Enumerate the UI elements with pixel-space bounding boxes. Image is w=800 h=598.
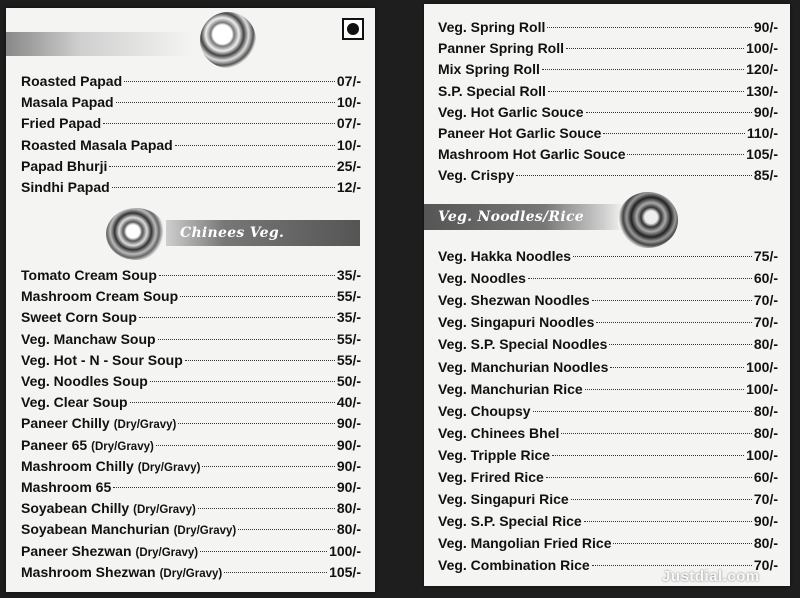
menu-item-row [438, 490, 778, 508]
menu-item-price: 55/- [336, 288, 361, 305]
menu-item-row [438, 468, 778, 486]
menu-item-price: 60/- [753, 270, 778, 287]
menu-item-row [438, 534, 778, 552]
menu-item-price: 70/- [753, 491, 778, 508]
menu-item-row [438, 103, 778, 121]
left-menu-page [6, 8, 375, 592]
menu-item-name: Veg. Singapuri Noodles [438, 314, 595, 331]
dot-leader [613, 543, 751, 544]
menu-item-row [21, 330, 361, 348]
menu-item-row [21, 563, 361, 583]
menu-item-price: 55/- [336, 330, 361, 347]
menu-item-name: Veg. Clear Soup [21, 394, 128, 411]
dot-leader [584, 521, 752, 522]
menu-item-price: 80/- [336, 500, 361, 517]
menu-item-name: Roasted Masala Papad [21, 136, 173, 153]
menu-item-name: Paneer 65 [21, 436, 88, 453]
menu-item-price: 100/- [746, 358, 778, 375]
menu-item-price: 80/- [753, 402, 778, 419]
menu-item-row [21, 178, 361, 196]
menu-item-row [21, 457, 361, 477]
menu-item-note: (Dry/Gravy) [173, 525, 237, 538]
menu-item-row [21, 478, 361, 496]
decorative-food-icon [106, 208, 166, 260]
menu-item-price: 35/- [336, 267, 361, 283]
menu-item-price: 35/- [336, 309, 361, 326]
menu-item-name: Veg. Tripple Rice [438, 446, 551, 463]
menu-item-row [21, 520, 361, 540]
menu-item-price: 10/- [336, 136, 361, 153]
menu-item-row [21, 499, 361, 519]
menu-item-row [438, 512, 778, 530]
dot-leader [159, 275, 335, 276]
menu-item-price: 07/- [336, 73, 361, 89]
menu-item-name: Veg. Hot - N - Sour Soup [21, 351, 183, 368]
menu-item-name: Veg. Shezwan Noodles [438, 292, 590, 309]
dot-leader [586, 112, 752, 113]
dot-leader [158, 339, 335, 340]
menu-item-name: Veg. Manchaw Soup [21, 330, 156, 347]
menu-item-name: Fried Papad [21, 115, 102, 132]
menu-item-name: Veg. S.P. Special Rice [438, 513, 582, 530]
menu-item-row [438, 124, 778, 142]
dot-leader [609, 344, 752, 345]
dot-leader [552, 455, 744, 456]
dot-leader [516, 175, 752, 176]
menu-item-price: 75/- [753, 248, 778, 264]
menu-item-name: Mashroom 65 [21, 479, 112, 495]
menu-item-price: 50/- [336, 373, 361, 389]
menu-item-row [438, 446, 778, 464]
dot-leader [156, 445, 335, 446]
dot-leader [561, 433, 752, 434]
dot-leader [596, 322, 752, 323]
menu-item-row [21, 414, 361, 434]
menu-item-name: Paneer Hot Garlic Souce [438, 125, 602, 141]
menu-item-price: 70/- [753, 557, 778, 574]
menu-item-price: 70/- [753, 314, 778, 331]
menu-item-name: Soyabean Chilly [21, 500, 130, 517]
menu-item-row [438, 335, 778, 353]
menu-item-price: 90/- [753, 19, 778, 35]
menu-item-price: 105/- [329, 563, 361, 580]
dot-leader [224, 572, 327, 573]
menu-item-row [438, 402, 778, 420]
menu-item-name: Veg. Mangolian Fried Rice [438, 535, 612, 552]
dot-leader [528, 278, 752, 279]
menu-item-row [438, 166, 778, 184]
menu-item-name: Veg. Hakka Noodles [438, 248, 572, 264]
menu-item-name: Veg. Combination Rice [438, 557, 590, 574]
dot-leader [585, 389, 744, 390]
menu-item-row [21, 157, 361, 175]
menu-item-row [21, 542, 361, 562]
menu-item-price: 90/- [336, 415, 361, 432]
menu-item-name: Mashroom Hot Garlic Souce [438, 146, 626, 163]
papad-header-banner [6, 32, 191, 56]
menu-item-row [21, 72, 361, 90]
menu-item-row [438, 424, 778, 442]
dot-leader [592, 300, 752, 301]
menu-item-name: Veg. Noodles Soup [21, 373, 148, 389]
menu-item-price: 90/- [336, 479, 361, 495]
dot-leader [603, 133, 744, 134]
menu-item-row [438, 247, 778, 265]
dot-leader [103, 123, 335, 124]
menu-item-row [21, 372, 361, 390]
dot-leader [546, 477, 752, 478]
menu-item-price: 100/- [746, 40, 778, 57]
menu-item-price: 100/- [329, 542, 361, 559]
menu-item-price: 130/- [746, 82, 778, 99]
menu-item-row [438, 291, 778, 309]
noodles-section-heading: Veg. Noodles/Rice [424, 204, 624, 230]
menu-item-row [21, 351, 361, 369]
menu-item-price: 70/- [753, 292, 778, 309]
menu-item-row [438, 82, 778, 100]
menu-item-row [21, 287, 361, 305]
dot-leader [547, 27, 752, 28]
menu-item-name: Masala Papad [21, 94, 114, 111]
dot-leader [130, 402, 335, 403]
dot-leader [124, 81, 335, 82]
menu-item-row [438, 313, 778, 331]
menu-item-row [21, 136, 361, 154]
watermark: Justdial.com [662, 568, 760, 585]
dot-leader [178, 423, 335, 424]
right-menu-page [424, 4, 790, 586]
menu-item-price: 90/- [336, 457, 361, 474]
dot-leader [198, 508, 335, 509]
menu-item-price: 80/- [336, 521, 361, 538]
menu-item-price: 110/- [746, 125, 778, 141]
chinese-section-heading: Chinees Veg. [166, 220, 360, 246]
dot-leader [573, 256, 752, 257]
dot-leader [610, 367, 744, 368]
menu-item-name: Paneer Shezwan [21, 542, 132, 559]
menu-item-name: Soyabean Manchurian [21, 521, 170, 538]
menu-item-name: Tomato Cream Soup [21, 267, 157, 283]
menu-item-price: 80/- [753, 424, 778, 441]
menu-item-name: Veg. Crispy [438, 167, 515, 184]
menu-item-note: (Dry/Gravy) [135, 546, 199, 559]
menu-item-name: Veg. Hot Garlic Souce [438, 103, 584, 120]
menu-item-name: Roasted Papad [21, 73, 123, 89]
menu-item-price: 10/- [336, 94, 361, 111]
dot-leader [202, 466, 334, 467]
menu-item-price: 80/- [753, 336, 778, 353]
menu-item-note: (Dry/Gravy) [137, 461, 201, 474]
dot-leader [238, 529, 335, 530]
dot-leader [113, 487, 335, 488]
menu-item-price: 07/- [336, 115, 361, 132]
menu-item-name: Veg. Frired Rice [438, 469, 544, 485]
dot-leader [139, 317, 335, 318]
dot-leader [627, 154, 744, 155]
dot-leader [112, 187, 335, 188]
menu-item-note: (Dry/Gravy) [133, 504, 196, 517]
dot-leader [533, 411, 752, 412]
dot-leader [592, 565, 752, 566]
menu-item-price: 90/- [336, 436, 361, 453]
menu-item-price: 100/- [746, 380, 778, 397]
menu-item-price: 40/- [336, 394, 361, 411]
dot-leader [175, 145, 335, 146]
dot-leader [109, 166, 335, 167]
menu-item-row [438, 145, 778, 163]
dot-leader [548, 91, 744, 92]
veg-symbol-icon [342, 18, 364, 40]
menu-item-row [438, 39, 778, 57]
decorative-food-icon [618, 192, 678, 248]
menu-item-row [21, 93, 361, 111]
menu-item-row [438, 18, 778, 36]
menu-item-name: Veg. Manchurian Rice [438, 380, 583, 397]
menu-item-row [21, 436, 361, 456]
dot-leader [566, 48, 744, 49]
menu-item-price: 25/- [336, 157, 361, 174]
menu-item-name: Veg. S.P. Special Noodles [438, 336, 608, 353]
menu-item-row [438, 358, 778, 376]
menu-item-name: Panner Spring Roll [438, 40, 565, 57]
menu-item-note: (Dry/Gravy) [113, 419, 177, 432]
menu-item-name: Veg. Chinees Bhel [438, 424, 560, 441]
menu-item-row [21, 114, 361, 132]
menu-item-name: Veg. Singapuri Rice [438, 491, 569, 508]
dot-leader [116, 102, 335, 103]
menu-item-price: 80/- [753, 535, 778, 552]
menu-item-name: Mix Spring Roll [438, 61, 540, 78]
dot-leader [150, 381, 335, 382]
dot-leader [571, 499, 752, 500]
menu-item-row [438, 60, 778, 78]
menu-item-price: 105/- [746, 146, 778, 163]
decorative-food-icon [200, 12, 256, 68]
menu-item-price: 60/- [753, 469, 778, 485]
menu-item-note: (Dry/Gravy) [159, 567, 223, 580]
menu-item-name: Mashroom Shezwan [21, 563, 156, 580]
menu-item-name: S.P. Special Roll [438, 82, 546, 99]
menu-item-price: 90/- [753, 513, 778, 530]
menu-item-price: 120/- [746, 61, 778, 78]
dot-leader [180, 296, 335, 297]
menu-item-name: Mashroom Chilly [21, 457, 134, 474]
menu-item-name: Veg. Manchurian Noodles [438, 358, 609, 375]
menu-item-name: Veg. Choupsy [438, 402, 531, 419]
menu-item-row [21, 266, 361, 284]
menu-item-note: (Dry/Gravy) [91, 440, 154, 453]
menu-item-name: Veg. Noodles [438, 270, 526, 287]
menu-item-row [21, 393, 361, 411]
dot-leader [185, 360, 335, 361]
menu-item-name: Sindhi Papad [21, 179, 110, 195]
menu-item-row [438, 380, 778, 398]
dot-leader [200, 551, 327, 552]
menu-item-price: 90/- [753, 103, 778, 120]
dot-leader [542, 69, 744, 70]
menu-item-price: 55/- [336, 351, 361, 368]
menu-item-row [21, 308, 361, 326]
menu-item-name: Paneer Chilly [21, 415, 110, 432]
menu-item-price: 12/- [336, 179, 361, 195]
menu-item-name: Veg. Spring Roll [438, 19, 546, 35]
menu-item-price: 85/- [753, 167, 778, 184]
menu-item-name: Sweet Corn Soup [21, 309, 137, 326]
menu-item-row [438, 269, 778, 287]
menu-item-name: Mashroom Cream Soup [21, 288, 179, 305]
menu-item-price: 100/- [746, 446, 778, 463]
menu-item-name: Papad Bhurji [21, 157, 108, 174]
